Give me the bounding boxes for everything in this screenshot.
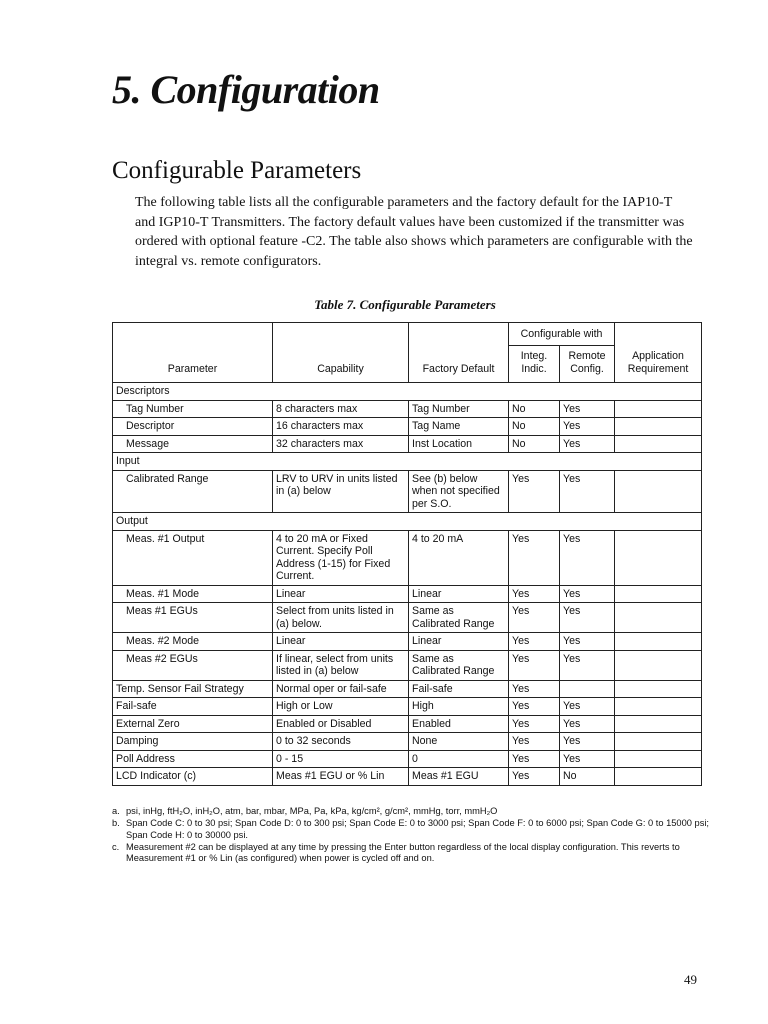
table-row	[113, 715, 702, 733]
cell-factory-default: Tag Number	[409, 400, 509, 418]
cell-capability: 16 characters max	[273, 418, 409, 436]
table-caption: Table 7. Configurable Parameters	[314, 297, 496, 312]
cell-integ-indic: No	[509, 400, 560, 418]
cell-integ-indic: Yes	[509, 698, 560, 716]
cell-factory-default: 0	[409, 750, 509, 768]
table-row	[113, 768, 702, 786]
header-application-requirement: Application Requirement	[615, 323, 702, 383]
cell-integ-indic: Yes	[509, 733, 560, 751]
cell-integ-indic: No	[509, 418, 560, 436]
cell-application-requirement	[615, 400, 702, 418]
cell-integ-indic: No	[509, 435, 560, 453]
cell-capability: If linear, select from units listed in (a) below	[273, 650, 409, 680]
cell-integ-indic: Yes	[509, 650, 560, 680]
cell-parameter: LCD Indicator (c)	[113, 768, 273, 786]
table-row	[113, 530, 702, 585]
footnotes	[112, 806, 712, 865]
cell-remote-config: Yes	[560, 698, 615, 716]
cell-factory-default: Linear	[409, 585, 509, 603]
cell-capability: 32 characters max	[273, 435, 409, 453]
table-row	[113, 400, 702, 418]
table-header-row	[113, 323, 702, 346]
cell-parameter: Temp. Sensor Fail Strategy	[113, 680, 273, 698]
cell-application-requirement	[615, 715, 702, 733]
cell-remote-config: Yes	[560, 585, 615, 603]
cell-parameter: Meas #2 EGUs	[113, 650, 273, 680]
group-label: Descriptors	[113, 383, 702, 401]
group-label: Output	[113, 513, 702, 531]
cell-integ-indic: Yes	[509, 715, 560, 733]
group-row	[113, 453, 702, 471]
cell-remote-config: Yes	[560, 435, 615, 453]
cell-remote-config: Yes	[560, 733, 615, 751]
cell-integ-indic: Yes	[509, 585, 560, 603]
cell-integ-indic: Yes	[509, 603, 560, 633]
chapter-title: 5. Configuration	[112, 67, 380, 112]
cell-capability: Linear	[273, 585, 409, 603]
cell-factory-default: Tag Name	[409, 418, 509, 436]
cell-integ-indic: Yes	[509, 768, 560, 786]
cell-parameter: Meas. #1 Output	[113, 530, 273, 585]
header-remote-config: Remote Config.	[560, 346, 615, 383]
intro-paragraph: The following table lists all the configurable parameters and the factory default for the IAP10-T and IGP10-T Transmitters. The factory default values have been customized if the transmitter was ordered with optional feature -C2. The table also shows which parameters are configurable with the integral vs. remote configurators.	[135, 195, 693, 269]
cell-remote-config: Yes	[560, 530, 615, 585]
footnote-text: Measurement #2 can be displayed at any time by pressing the Enter button regardless of the local display configuration. This reverts to Measurement #1 or % Lin (as configured) when power is cycled off and on.	[126, 841, 680, 864]
cell-remote-config: Yes	[560, 400, 615, 418]
cell-capability: 8 characters max	[273, 400, 409, 418]
cell-factory-default: High	[409, 698, 509, 716]
cell-application-requirement	[615, 750, 702, 768]
table-row	[113, 733, 702, 751]
header-capability: Capability	[273, 323, 409, 383]
cell-factory-default: Fail-safe	[409, 680, 509, 698]
table-row	[113, 680, 702, 698]
cell-integ-indic: Yes	[509, 750, 560, 768]
cell-remote-config: Yes	[560, 715, 615, 733]
cell-application-requirement	[615, 418, 702, 436]
cell-parameter: Calibrated Range	[113, 470, 273, 513]
cell-parameter: Damping	[113, 733, 273, 751]
table-body	[113, 383, 702, 786]
cell-capability: Select from units listed in (a) below.	[273, 603, 409, 633]
cell-integ-indic: Yes	[509, 530, 560, 585]
cell-remote-config: Yes	[560, 633, 615, 651]
cell-parameter: Fail-safe	[113, 698, 273, 716]
cell-remote-config: Yes	[560, 603, 615, 633]
cell-factory-default: Meas #1 EGU	[409, 768, 509, 786]
footnote-key: c.	[112, 841, 120, 852]
table-row	[113, 698, 702, 716]
footnote-text: Span Code C: 0 to 30 psi; Span Code D: 0 to 300 psi; Span Code E: 0 to 3000 psi; Span Code F: 0 to 6000 psi; Span Code G: 0 to 15000 psi; Span Code H: 0 to 30000 psi.	[126, 818, 709, 840]
footnote-key: a.	[112, 806, 120, 816]
table-row	[113, 418, 702, 436]
cell-application-requirement	[615, 470, 702, 513]
table-row	[113, 603, 702, 633]
configurable-parameters-table	[112, 322, 702, 786]
cell-capability: Normal oper or fail-safe	[273, 680, 409, 698]
cell-capability: Linear	[273, 633, 409, 651]
cell-remote-config	[560, 680, 615, 698]
cell-factory-default: Same as Calibrated Range	[409, 603, 509, 633]
table-row	[113, 650, 702, 680]
cell-remote-config: Yes	[560, 750, 615, 768]
cell-integ-indic: Yes	[509, 470, 560, 513]
cell-parameter: Message	[113, 435, 273, 453]
header-configurable-with: Configurable with	[509, 323, 615, 346]
cell-parameter: Poll Address	[113, 750, 273, 768]
cell-capability: Meas #1 EGU or % Lin	[273, 768, 409, 786]
cell-integ-indic: Yes	[509, 680, 560, 698]
table-row	[113, 435, 702, 453]
cell-capability: 4 to 20 mA or Fixed Current. Specify Poll Address (1-15) for Fixed Current.	[273, 530, 409, 585]
cell-application-requirement	[615, 680, 702, 698]
cell-application-requirement	[615, 633, 702, 651]
cell-application-requirement	[615, 650, 702, 680]
cell-parameter: Meas. #1 Mode	[113, 585, 273, 603]
cell-factory-default: None	[409, 733, 509, 751]
footnote-a	[112, 806, 712, 817]
cell-application-requirement	[615, 435, 702, 453]
header-integ-indic: Integ. Indic.	[509, 346, 560, 383]
cell-parameter: Descriptor	[113, 418, 273, 436]
cell-remote-config: Yes	[560, 418, 615, 436]
cell-application-requirement	[615, 698, 702, 716]
header-factory-default: Factory Default	[409, 323, 509, 383]
footnote-b	[112, 818, 712, 841]
group-row	[113, 383, 702, 401]
page-number: 49	[684, 972, 697, 987]
cell-remote-config: No	[560, 768, 615, 786]
cell-application-requirement	[615, 530, 702, 585]
cell-factory-default: See (b) below when not specified per S.O.	[409, 470, 509, 513]
group-label: Input	[113, 453, 702, 471]
table-row	[113, 470, 702, 513]
cell-capability: LRV to URV in units listed in (a) below	[273, 470, 409, 513]
cell-parameter: External Zero	[113, 715, 273, 733]
cell-parameter: Tag Number	[113, 400, 273, 418]
footnote-text: psi, inHg, ftH₂O, inH₂O, atm, bar, mbar, MPa, Pa, kPa, kg/cm², g/cm², mmHg, torr, mmH₂O	[126, 806, 498, 816]
cell-application-requirement	[615, 603, 702, 633]
footnote-key: b.	[112, 818, 120, 829]
cell-application-requirement	[615, 768, 702, 786]
table-row	[113, 633, 702, 651]
cell-capability: 0 - 15	[273, 750, 409, 768]
cell-factory-default: Linear	[409, 633, 509, 651]
cell-factory-default: 4 to 20 mA	[409, 530, 509, 585]
section-heading: Configurable Parameters	[112, 157, 362, 184]
group-row	[113, 513, 702, 531]
cell-parameter: Meas #1 EGUs	[113, 603, 273, 633]
cell-application-requirement	[615, 585, 702, 603]
cell-factory-default: Inst Location	[409, 435, 509, 453]
cell-application-requirement	[615, 733, 702, 751]
cell-capability: 0 to 32 seconds	[273, 733, 409, 751]
cell-factory-default: Enabled	[409, 715, 509, 733]
cell-capability: Enabled or Disabled	[273, 715, 409, 733]
cell-factory-default: Same as Calibrated Range	[409, 650, 509, 680]
footnote-c	[112, 842, 712, 865]
table-row	[113, 585, 702, 603]
header-parameter: Parameter	[113, 323, 273, 383]
cell-parameter: Meas. #2 Mode	[113, 633, 273, 651]
cell-remote-config: Yes	[560, 470, 615, 513]
cell-remote-config: Yes	[560, 650, 615, 680]
table-row	[113, 750, 702, 768]
cell-integ-indic: Yes	[509, 633, 560, 651]
cell-capability: High or Low	[273, 698, 409, 716]
